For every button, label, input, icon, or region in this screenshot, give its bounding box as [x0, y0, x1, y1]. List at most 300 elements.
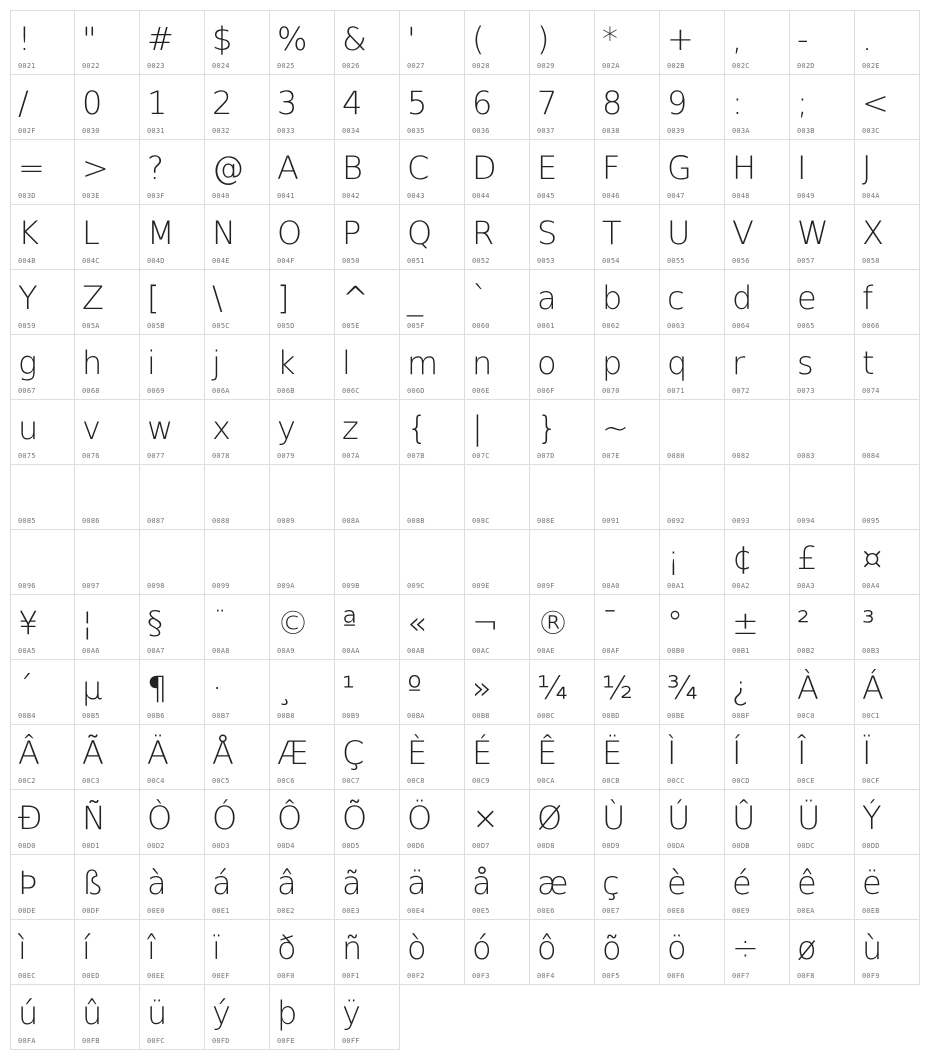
glyph-character: .: [862, 20, 873, 58]
glyph-codepoint-label: 0062: [602, 322, 620, 330]
glyph-codepoint-label: 0076: [82, 452, 100, 460]
glyph-cell: [400, 465, 465, 530]
glyph-codepoint-label: 0080: [667, 452, 685, 460]
glyph-character: í: [82, 929, 91, 967]
glyph-codepoint-label: 0031: [147, 127, 165, 135]
glyph-cell: [270, 400, 335, 465]
glyph-codepoint-label: 0089: [277, 517, 295, 525]
glyph-cell: [205, 985, 270, 1050]
glyph-codepoint-label: 00F7: [732, 972, 750, 980]
glyph-character: ÿ: [342, 994, 361, 1032]
glyph-character: |: [472, 409, 483, 447]
glyph-character: ì: [18, 929, 27, 967]
glyph-codepoint-label: 00FA: [18, 1037, 36, 1045]
glyph-character: V: [732, 214, 754, 252]
glyph-character: 0: [82, 84, 103, 122]
glyph-cell: [530, 790, 595, 855]
glyph-cell: [725, 335, 790, 400]
glyph-character: Æ: [277, 734, 309, 772]
glyph-cell: [660, 335, 725, 400]
glyph-character: â: [277, 864, 297, 902]
glyph-cell: [530, 920, 595, 985]
glyph-codepoint-label: 0063: [667, 322, 685, 330]
glyph-codepoint-label: 0043: [407, 192, 425, 200]
glyph-cell: [725, 270, 790, 335]
glyph-cell: [725, 10, 790, 75]
glyph-codepoint-label: 00D7: [472, 842, 490, 850]
glyph-character: Ì: [667, 734, 677, 772]
glyph-cell: [10, 140, 75, 205]
glyph-codepoint-label: 0098: [147, 582, 165, 590]
glyph-codepoint-label: 0060: [472, 322, 490, 330]
glyph-cell: [660, 465, 725, 530]
glyph-codepoint-label: 0039: [667, 127, 685, 135]
glyph-codepoint-label: 00FD: [212, 1037, 230, 1045]
glyph-cell: [530, 465, 595, 530]
glyph-codepoint-label: 0087: [147, 517, 165, 525]
glyph-cell: [400, 920, 465, 985]
glyph-cell: [530, 400, 595, 465]
glyph-codepoint-label: 0069: [147, 387, 165, 395]
glyph-codepoint-label: 00D9: [602, 842, 620, 850]
glyph-cell: [855, 140, 920, 205]
glyph-character: Ó: [212, 799, 238, 837]
glyph-character: ù: [862, 929, 883, 967]
glyph-codepoint-label: 00E1: [212, 907, 230, 915]
glyph-codepoint-label: 008B: [407, 517, 425, 525]
glyph-character: ú: [18, 994, 39, 1032]
glyph-cell: [465, 920, 530, 985]
glyph-codepoint-label: 0033: [277, 127, 295, 135]
glyph-cell: [335, 335, 400, 400]
glyph-character: D: [472, 149, 497, 187]
glyph-cell: [140, 10, 205, 75]
glyph-character: ¼: [537, 669, 569, 707]
glyph-codepoint-label: 0099: [212, 582, 230, 590]
glyph-cell: [855, 205, 920, 270]
glyph-cell: [465, 790, 530, 855]
glyph-character: Ý: [862, 799, 882, 837]
glyph-character: ®: [537, 604, 569, 642]
glyph-character: Õ: [342, 799, 368, 837]
glyph-character: Í: [732, 734, 742, 772]
glyph-cell: [10, 985, 75, 1050]
glyph-codepoint-label: 0047: [667, 192, 685, 200]
glyph-codepoint-label: 002F: [18, 127, 36, 135]
glyph-character: ': [407, 20, 416, 58]
glyph-cell: [465, 335, 530, 400]
glyph-cell: [530, 725, 595, 790]
glyph-cell: [10, 75, 75, 140]
glyph-cell: [595, 920, 660, 985]
glyph-cell: [855, 790, 920, 855]
glyph-codepoint-label: 004B: [18, 257, 36, 265]
glyph-codepoint-label: 00A9: [277, 647, 295, 655]
glyph-codepoint-label: 00D2: [147, 842, 165, 850]
glyph-character: ¶: [147, 669, 168, 707]
glyph-cell: [465, 595, 530, 660]
glyph-codepoint-label: 0030: [82, 127, 100, 135]
glyph-character: X: [862, 214, 884, 252]
glyph-codepoint-label: 008C: [472, 517, 490, 525]
glyph-cell: [530, 10, 595, 75]
glyph-codepoint-label: 00DA: [667, 842, 685, 850]
glyph-cell: [530, 205, 595, 270]
glyph-cell: [725, 790, 790, 855]
glyph-codepoint-label: 0067: [18, 387, 36, 395]
glyph-codepoint-label: 006B: [277, 387, 295, 395]
glyph-character: »: [472, 669, 492, 707]
glyph-codepoint-label: 0079: [277, 452, 295, 460]
glyph-codepoint-label: 00F6: [667, 972, 685, 980]
glyph-character: Ë: [602, 734, 623, 772]
glyph-cell: [335, 10, 400, 75]
glyph-codepoint-label: 0094: [797, 517, 815, 525]
glyph-codepoint-label: 0046: [602, 192, 620, 200]
glyph-codepoint-label: 00A5: [18, 647, 36, 655]
glyph-cell: [530, 855, 595, 920]
glyph-character: ß: [82, 864, 104, 902]
glyph-codepoint-label: 0054: [602, 257, 620, 265]
glyph-codepoint-label: 00DD: [862, 842, 880, 850]
glyph-codepoint-label: 003F: [147, 192, 165, 200]
glyph-codepoint-label: 00E6: [537, 907, 555, 915]
glyph-codepoint-label: 0021: [18, 62, 36, 70]
glyph-character: z: [342, 409, 359, 447]
glyph-cell: [270, 140, 335, 205]
glyph-cell: [75, 10, 140, 75]
glyph-cell: [595, 725, 660, 790]
glyph-cell: [205, 530, 270, 595]
glyph-codepoint-label: 006F: [537, 387, 555, 395]
glyph-codepoint-label: 003E: [82, 192, 100, 200]
glyph-cell: [660, 10, 725, 75]
glyph-cell: [790, 595, 855, 660]
glyph-character: l: [342, 344, 351, 382]
glyph-codepoint-label: 00E0: [147, 907, 165, 915]
glyph-character: M: [147, 214, 175, 252]
glyph-codepoint-label: 002C: [732, 62, 750, 70]
glyph-cell: [660, 205, 725, 270]
glyph-cell: [75, 75, 140, 140]
glyph-codepoint-label: 0036: [472, 127, 490, 135]
glyph-character: H: [732, 149, 757, 187]
glyph-cell: [10, 270, 75, 335]
glyph-character: x: [212, 409, 231, 447]
glyph-cell: [270, 75, 335, 140]
glyph-cell: [595, 400, 660, 465]
glyph-codepoint-label: 003C: [862, 127, 880, 135]
glyph-cell: [855, 400, 920, 465]
glyph-character: ¸: [277, 669, 293, 707]
glyph-cell: [205, 855, 270, 920]
glyph-codepoint-label: 0041: [277, 192, 295, 200]
glyph-codepoint-label: 004F: [277, 257, 295, 265]
glyph-codepoint-label: 0026: [342, 62, 360, 70]
glyph-cell: [790, 205, 855, 270]
glyph-cell: [75, 270, 140, 335]
glyph-codepoint-label: 0038: [602, 127, 620, 135]
glyph-cell: [725, 205, 790, 270]
glyph-character: ó: [472, 929, 492, 967]
glyph-codepoint-label: 00ED: [82, 972, 100, 980]
glyph-cell: [335, 855, 400, 920]
glyph-character: h: [82, 344, 103, 382]
glyph-cell: [790, 75, 855, 140]
glyph-character: å: [472, 864, 492, 902]
glyph-codepoint-label: 00FB: [82, 1037, 100, 1045]
glyph-codepoint-label: 0092: [667, 517, 685, 525]
glyph-cell: [400, 205, 465, 270]
glyph-cell: [465, 400, 530, 465]
glyph-cell: [660, 75, 725, 140]
glyph-cell: [595, 530, 660, 595]
glyph-cell: [595, 140, 660, 205]
glyph-character: ?: [147, 149, 164, 187]
glyph-cell: [335, 660, 400, 725]
glyph-cell: [855, 465, 920, 530]
glyph-character: §: [147, 604, 163, 642]
glyph-codepoint-label: 0055: [667, 257, 685, 265]
glyph-cell: [465, 140, 530, 205]
glyph-character: á: [212, 864, 232, 902]
glyph-codepoint-label: 00B1: [732, 647, 750, 655]
glyph-cell: [205, 790, 270, 855]
glyph-character: Â: [18, 734, 40, 772]
glyph-codepoint-label: 008A: [342, 517, 360, 525]
glyph-character: Ô: [277, 799, 303, 837]
glyph-codepoint-label: 003D: [18, 192, 36, 200]
glyph-cell: [335, 595, 400, 660]
glyph-codepoint-label: 0057: [797, 257, 815, 265]
glyph-character: ^: [342, 279, 369, 317]
glyph-codepoint-label: 0048: [732, 192, 750, 200]
glyph-cell: [400, 335, 465, 400]
glyph-character: g: [18, 344, 38, 382]
glyph-codepoint-label: 0068: [82, 387, 100, 395]
glyph-codepoint-label: 00F3: [472, 972, 490, 980]
glyph-cell: [790, 140, 855, 205]
glyph-character: Ø: [537, 799, 563, 837]
glyph-character: >: [82, 149, 109, 187]
glyph-character: Î: [797, 734, 807, 772]
glyph-cell: [855, 530, 920, 595]
glyph-cell: [75, 530, 140, 595]
glyph-codepoint-label: 006A: [212, 387, 230, 395]
glyph-cell: [205, 660, 270, 725]
glyph-codepoint-label: 00FE: [277, 1037, 295, 1045]
glyph-character: ç: [602, 864, 620, 902]
glyph-cell: [855, 920, 920, 985]
glyph-character: a: [537, 279, 557, 317]
glyph-codepoint-label: 008E: [537, 517, 555, 525]
glyph-cell: [270, 660, 335, 725]
glyph-codepoint-label: 00CD: [732, 777, 750, 785]
glyph-codepoint-label: 0065: [797, 322, 815, 330]
glyph-cell: [10, 660, 75, 725]
glyph-character: y: [277, 409, 296, 447]
glyph-codepoint-label: 00DB: [732, 842, 750, 850]
glyph-cell: [725, 595, 790, 660]
glyph-cell: [140, 660, 205, 725]
glyph-cell: [270, 790, 335, 855]
glyph-codepoint-label: 0028: [472, 62, 490, 70]
glyph-cell: [270, 335, 335, 400]
glyph-codepoint-label: 00BC: [537, 712, 555, 720]
glyph-cell: [335, 530, 400, 595]
glyph-character: -: [797, 20, 809, 58]
glyph-codepoint-label: 00CF: [862, 777, 880, 785]
glyph-codepoint-label: 00EA: [797, 907, 815, 915]
glyph-cell: [270, 465, 335, 530]
glyph-codepoint-label: 0049: [797, 192, 815, 200]
glyph-codepoint-label: 0095: [862, 517, 880, 525]
glyph-codepoint-label: 005B: [147, 322, 165, 330]
glyph-codepoint-label: 00DE: [18, 907, 36, 915]
glyph-cell: [75, 465, 140, 530]
glyph-cell: [270, 10, 335, 75]
glyph-cell: [595, 270, 660, 335]
glyph-cell: [335, 920, 400, 985]
glyph-character: Ç: [342, 734, 365, 772]
glyph-cell: [660, 140, 725, 205]
glyph-character: &: [342, 20, 367, 58]
glyph-codepoint-label: 009E: [472, 582, 490, 590]
glyph-character: B: [342, 149, 363, 187]
glyph-character: =: [18, 149, 45, 187]
glyph-codepoint-label: 0035: [407, 127, 425, 135]
glyph-codepoint-label: 007C: [472, 452, 490, 460]
glyph-codepoint-label: 0064: [732, 322, 750, 330]
glyph-character: :: [732, 84, 743, 122]
glyph-character: n: [472, 344, 493, 382]
glyph-cell: [530, 530, 595, 595]
glyph-character: ô: [537, 929, 557, 967]
glyph-cell: [400, 660, 465, 725]
glyph-character: i: [147, 344, 156, 382]
glyph-codepoint-label: 0066: [862, 322, 880, 330]
glyph-character: @: [212, 149, 244, 187]
glyph-cell: [140, 985, 205, 1050]
glyph-cell: [205, 270, 270, 335]
glyph-codepoint-label: 00AB: [407, 647, 425, 655]
glyph-codepoint-label: 00BA: [407, 712, 425, 720]
glyph-cell: [725, 75, 790, 140]
glyph-codepoint-label: 0044: [472, 192, 490, 200]
glyph-codepoint-label: 0034: [342, 127, 360, 135]
glyph-character: ü: [147, 994, 168, 1032]
glyph-cell: [140, 75, 205, 140]
glyph-character: *: [602, 20, 618, 58]
glyph-character: Û: [732, 799, 756, 837]
glyph-character: Z: [82, 279, 104, 317]
glyph-cell: [595, 75, 660, 140]
glyph-codepoint-label: 0050: [342, 257, 360, 265]
glyph-character: ï: [212, 929, 221, 967]
glyph-codepoint-label: 00BD: [602, 712, 620, 720]
glyph-character: ©: [277, 604, 309, 642]
glyph-codepoint-label: 0086: [82, 517, 100, 525]
glyph-character: }: [537, 409, 558, 447]
glyph-cell: [465, 75, 530, 140]
glyph-cell: [205, 920, 270, 985]
glyph-cell: [400, 270, 465, 335]
glyph-cell: [530, 335, 595, 400]
glyph-character: v: [82, 409, 101, 447]
glyph-codepoint-label: 00C9: [472, 777, 490, 785]
glyph-cell: [790, 270, 855, 335]
glyph-character: ,: [732, 20, 743, 58]
glyph-cell: [790, 10, 855, 75]
glyph-cell: [205, 595, 270, 660]
glyph-character: Ù: [602, 799, 626, 837]
glyph-cell: [75, 985, 140, 1050]
glyph-cell: [205, 465, 270, 530]
glyph-codepoint-label: 0072: [732, 387, 750, 395]
glyph-cell: [270, 985, 335, 1050]
glyph-codepoint-label: 00AC: [472, 647, 490, 655]
glyph-character: æ: [537, 864, 569, 902]
glyph-character: µ: [82, 669, 103, 707]
glyph-codepoint-label: 002E: [862, 62, 880, 70]
glyph-cell: [140, 205, 205, 270]
glyph-character: ë: [862, 864, 882, 902]
glyph-cell: [10, 790, 75, 855]
glyph-codepoint-label: 007B: [407, 452, 425, 460]
glyph-cell: [75, 920, 140, 985]
glyph-character: ¨: [212, 604, 228, 642]
glyph-cell: [140, 855, 205, 920]
glyph-cell: [140, 465, 205, 530]
glyph-codepoint-label: 007D: [537, 452, 555, 460]
glyph-codepoint-label: 0058: [862, 257, 880, 265]
glyph-codepoint-label: 00CC: [667, 777, 685, 785]
glyph-character: q: [667, 344, 688, 382]
glyph-character: S: [537, 214, 558, 252]
glyph-codepoint-label: 0053: [537, 257, 555, 265]
glyph-codepoint-label: 00EB: [862, 907, 880, 915]
glyph-character: ½: [602, 669, 634, 707]
glyph-cell: [595, 205, 660, 270]
glyph-cell: [270, 205, 335, 270]
glyph-codepoint-label: 00A6: [82, 647, 100, 655]
glyph-codepoint-label: 00C6: [277, 777, 295, 785]
glyph-cell: [595, 855, 660, 920]
glyph-character: 8: [602, 84, 623, 122]
glyph-cell: [400, 790, 465, 855]
glyph-codepoint-label: 00F9: [862, 972, 880, 980]
glyph-character: Ñ: [82, 799, 106, 837]
glyph-codepoint-label: 0077: [147, 452, 165, 460]
glyph-codepoint-label: 00D0: [18, 842, 36, 850]
glyph-codepoint-label: 0056: [732, 257, 750, 265]
glyph-cell: [140, 790, 205, 855]
glyph-cell: [855, 595, 920, 660]
glyph-cell: [595, 10, 660, 75]
glyph-codepoint-label: 005A: [82, 322, 100, 330]
glyph-codepoint-label: 00B4: [18, 712, 36, 720]
glyph-codepoint-label: 0070: [602, 387, 620, 395]
glyph-character: O: [277, 214, 303, 252]
glyph-codepoint-label: 0029: [537, 62, 555, 70]
glyph-cell: [465, 205, 530, 270]
glyph-character: [: [147, 279, 160, 317]
glyph-codepoint-label: 004E: [212, 257, 230, 265]
glyph-character: «: [407, 604, 427, 642]
glyph-codepoint-label: 00E3: [342, 907, 360, 915]
glyph-codepoint-label: 00B2: [797, 647, 815, 655]
glyph-character: õ: [602, 929, 622, 967]
